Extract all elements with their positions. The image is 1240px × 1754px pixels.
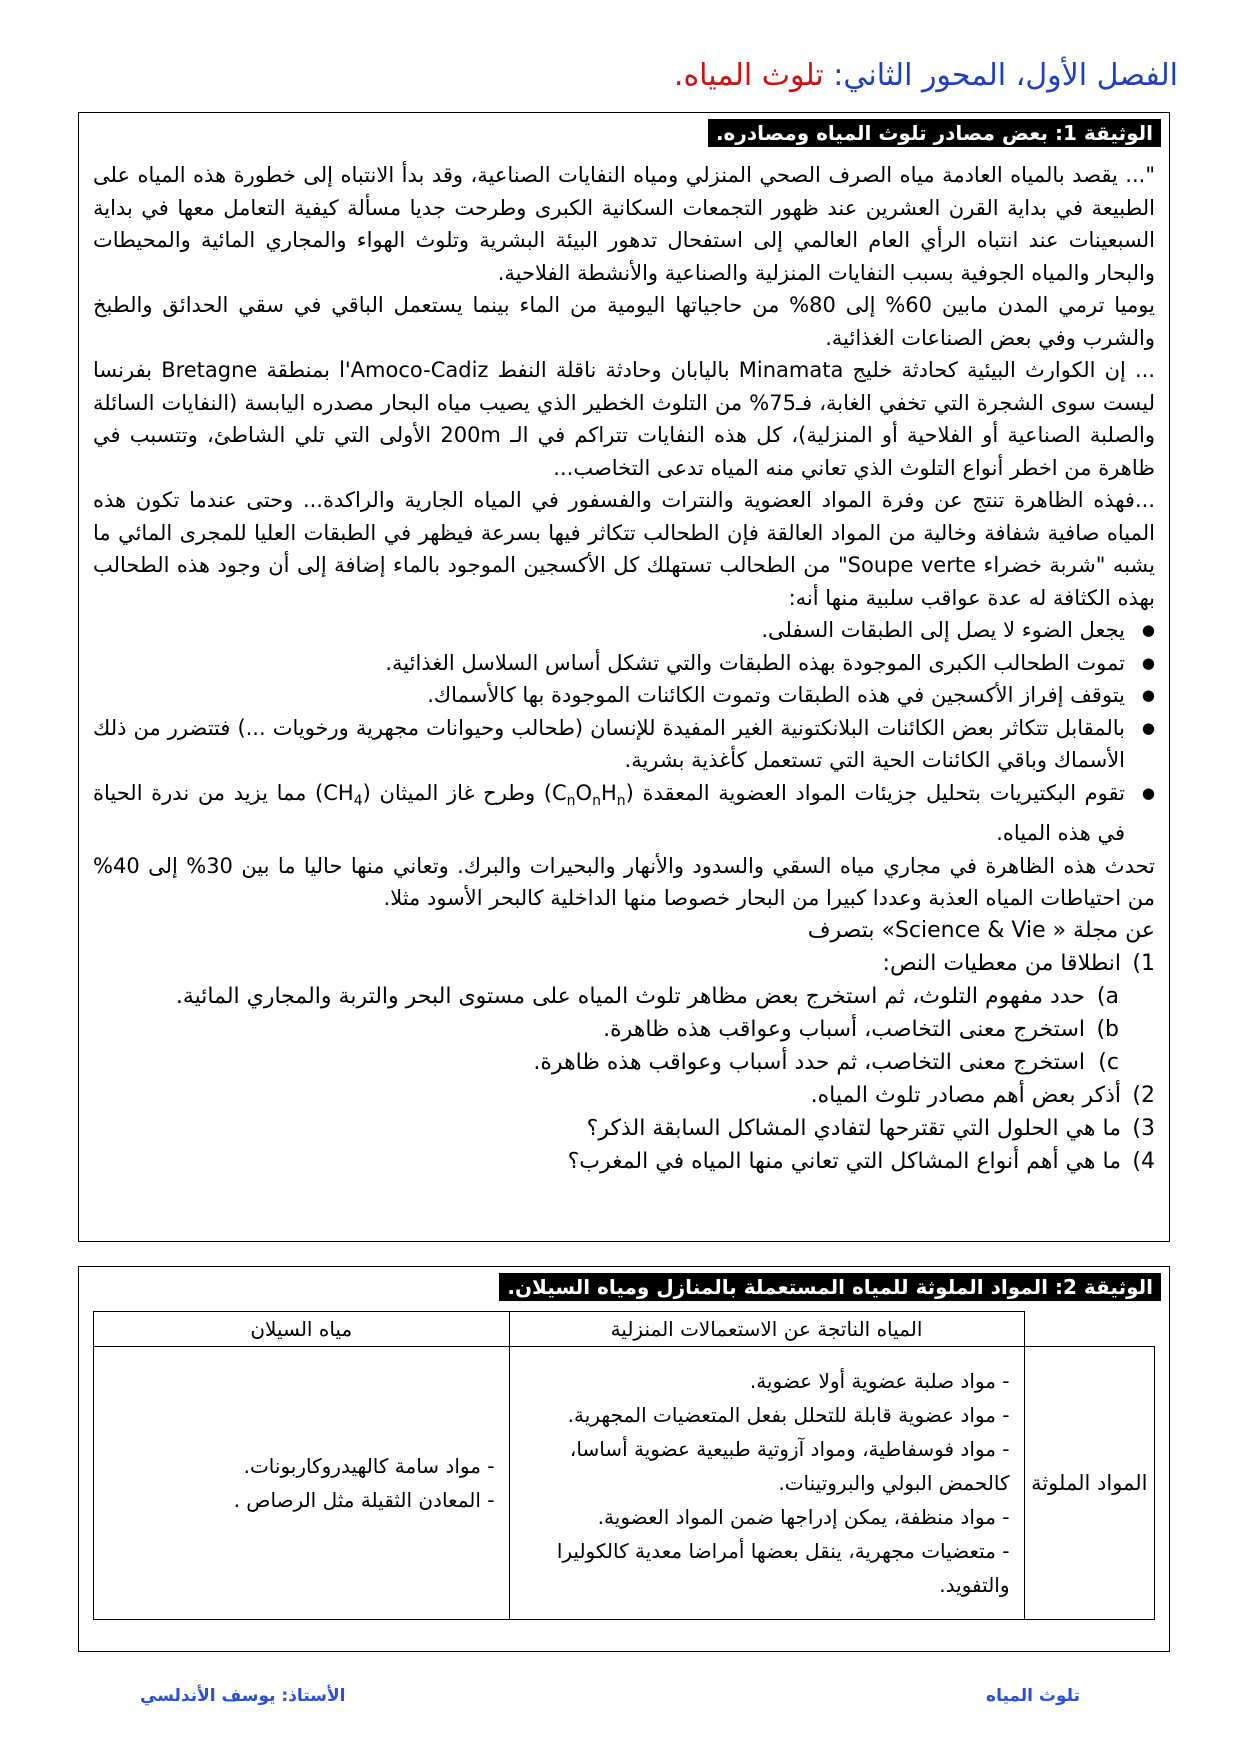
list-item: ● يجعل الضوء لا يصل إلى الطبقات السفلى. — [93, 614, 1125, 647]
list-item: - مواد صلبة عضوية أولا عضوية. — [749, 1369, 1010, 1393]
list-item: - متعضيات مجهرية، ينقل بعضها أمراضا معدية كالكوليرا والتفويد. — [556, 1539, 1010, 1597]
document-2 — [78, 1266, 1170, 1652]
list-item — [93, 777, 1125, 850]
document-1 — [78, 112, 1170, 1242]
question-item — [93, 980, 1155, 1013]
title-topic: تلوث المياه. — [673, 58, 824, 93]
document-1-text — [93, 159, 1155, 1178]
table-row — [94, 1347, 1155, 1620]
list-item: - مواد فوسفاطية، ومواد آزوتية طبيعية عضوية أساسا، كالحمض البولي والبروتينات. — [569, 1437, 1010, 1495]
closing-paragraph: تحدث هذه الظاهرة في مجاري مياه السقي والسدود والأنهار والبحيرات والبرك. وتعاني منها حاليا ما بين 30% إلى 40% من احتياطات المياه العذبة وعددا كبيرا من البحار خصوصا منها الداخلية كالبحر الأسود مثلا. — [93, 853, 1155, 911]
paragraph: ... إن الكوارث البيئية كحادثة خليج Minamata باليابان وحادثة ناقلة النفط l'Amoco-Cadiz بمنطقة Bretagne بفرنسا ليست سوى الشجرة التي تخفي الغابة، فـ75% من التلوث الخطير الذي يصيب مياه البحار مصدره اليابسة (النفايات السائلة والصلبة الصناعية أو الفلاحية أو المنزلية)، كل هذه النفايات تتراكم في الـ 200m الأولى التي تلي الشاطئ، وتتسبب في ظاهرة من اخطر أنواع التلوث الذي تعاني منه المياه تدعى التخاصب... — [93, 358, 1156, 480]
list-item: ● تموت الطحالب الكبرى الموجودة بهذه الطبقات والتي تشكل أساس السلاسل الغذائية. — [93, 647, 1125, 680]
question-text: أذكر بعض أهم مصادر تلوث المياه. — [810, 1083, 1121, 1109]
question-text: حدد مفهوم التلوث، ثم استخرج بعض مظاهر تلوث المياه على مستوى البحر والتربة والمجاري المائية. — [175, 984, 1085, 1010]
list-item: ● بالمقابل تتكاثر بعض الكائنات البلانكتونية الغير المفيدة للإنسان (طحالب وحيوانات مجهرية ورخويات ...) فتتضرر من ذلك الأسماك وباقي الكائنات الحية التي تستعمل كأغذية بشرية. — [93, 712, 1125, 777]
list-item: ● يتوقف إفراز الأكسجين في هذه الطبقات وتموت الكائنات الموجودة بها كالأسماك. — [93, 679, 1125, 712]
paragraph: ...فهذه الظاهرة تنتج عن وفرة المواد العضوية والنترات والفسفور في المياه الجارية والراكدة... وحتى عندما تكون هذه المياه صافية شفافة وخالية من المواد العالقة فإن الطحالب تتكاثر فيها بسرعة فيظهر في الطبقات العليا للمجرى المائي ما يشبه "شربة خضراء Soupe verte" من الطحالب تستهلك كل الأكسجين الموجود بالماء إضافة إلى أن وجود هذه الطحالب بهذه الكثافة له عدة عواقب سلبية منها أنه: — [93, 488, 1155, 610]
empty-corner-cell — [1024, 1312, 1155, 1347]
question-text: انطلاقا من معطيات النص: — [882, 951, 1121, 977]
consequences-list — [93, 614, 1155, 850]
bullet5-middle: ) وطرح غاز الميثان ( — [362, 780, 552, 805]
question-text: ما هي أهم أنواع المشاكل التي تعاني منها المياه في المغرب؟ — [567, 1149, 1121, 1175]
column-household: المياه الناتجة عن الاستعمالات المنزلية — [509, 1312, 1024, 1347]
question-item — [93, 1079, 1155, 1112]
question-number: a) — [1096, 984, 1119, 1010]
question-item — [93, 1145, 1155, 1178]
questions-list — [93, 947, 1155, 1178]
column-runoff: مياه السيلان — [94, 1312, 510, 1347]
footer-teacher: الأستاذ: يوسف الأندلسي — [140, 1686, 346, 1706]
document-1-heading: الوثيقة 1: بعض مصادر تلوث المياه ومصادره. — [708, 119, 1161, 147]
question-item — [93, 947, 1155, 980]
question-item — [93, 1013, 1155, 1046]
table-header-row — [94, 1312, 1155, 1347]
question-text: استخرج معنى التخاصب، أسباب وعواقب هذه ظاهرة. — [603, 1017, 1085, 1043]
question-number: c) — [1098, 1050, 1119, 1076]
question-item — [93, 1046, 1155, 1079]
list-item: - مواد عضوية قابلة للتحلل بفعل المتعضيات المجهرية. — [567, 1403, 1010, 1427]
runoff-pollutants — [94, 1347, 510, 1620]
source-citation: عن مجلة « Science & Vie» بتصرف — [807, 917, 1155, 943]
footer-topic: تلوث المياه — [986, 1686, 1080, 1706]
household-pollutants — [509, 1347, 1024, 1620]
document-2-heading: الوثيقة 2: المواد الملوثة للمياه المستعملة بالمنازل ومياه السيلان. — [499, 1273, 1161, 1301]
organic-formula: $C_nO_nH_n$ — [552, 780, 626, 809]
row-label: المواد الملوثة — [1024, 1347, 1155, 1620]
question-item — [93, 1112, 1155, 1145]
title-chapter: الفصل الأول، المحور الثاني: — [833, 58, 1178, 93]
question-number: 1) — [1132, 951, 1155, 977]
paragraph: "... يقصد بالمياه العادمة مياه الصرف الصحي المنزلي ومياه النفايات الصناعية، وقد بدأ الانتباه إلى خطورة هذه المياه على الطبيعة في بداية القرن العشرين عند ظهور التجمعات السكانية الكبرى وطرحت جديا مسألة كيفية التعامل معها في بداية السبعينات عند انتباه الرأي العام العالمي إلى استفحال تدهور البيئة البشرية وتلوث الهواء والمجاري المائية والمحيطات والبحار والمياه الجوفية بسبب النفايات المنزلية والصناعية والأنشطة الفلاحية. — [93, 163, 1155, 285]
question-text: ما هي الحلول التي تقترحها لتفادي المشاكل السابقة الذكر؟ — [586, 1116, 1121, 1142]
question-number: 2) — [1132, 1083, 1155, 1109]
bullet5-before: تقوم البكتيريات بتحليل جزيئات المواد العضوية المعقدة ( — [625, 780, 1125, 805]
question-number: 4) — [1132, 1149, 1155, 1175]
pollutants-table — [93, 1311, 1155, 1620]
methane-formula: $CH_4$ — [323, 780, 363, 809]
list-item: - مواد منظفة، يمكن إدراجها ضمن المواد العضوية. — [597, 1505, 1010, 1529]
list-item: - المعادن الثقيلة مثل الرصاص . — [233, 1488, 495, 1512]
question-text: استخرج معنى التخاصب، ثم حدد أسباب وعواقب هذه ظاهرة. — [533, 1050, 1085, 1076]
page-title — [674, 58, 1178, 93]
paragraph: يوميا ترمي المدن مابين 60% إلى 80% من حاجياتها اليومية من الماء بينما يستعمل الباقي في سقي الحدائق والطبخ والشرب وفي بعض الصناعات الغذائية. — [93, 293, 1155, 350]
list-item: - مواد سامة كالهيدروكاربونات. — [243, 1454, 495, 1478]
bullet5-after: ) مما يزيد من ندرة الحياة في هذه المياه. — [93, 780, 1125, 846]
question-number: b) — [1096, 1017, 1119, 1043]
question-number: 3) — [1132, 1116, 1155, 1142]
